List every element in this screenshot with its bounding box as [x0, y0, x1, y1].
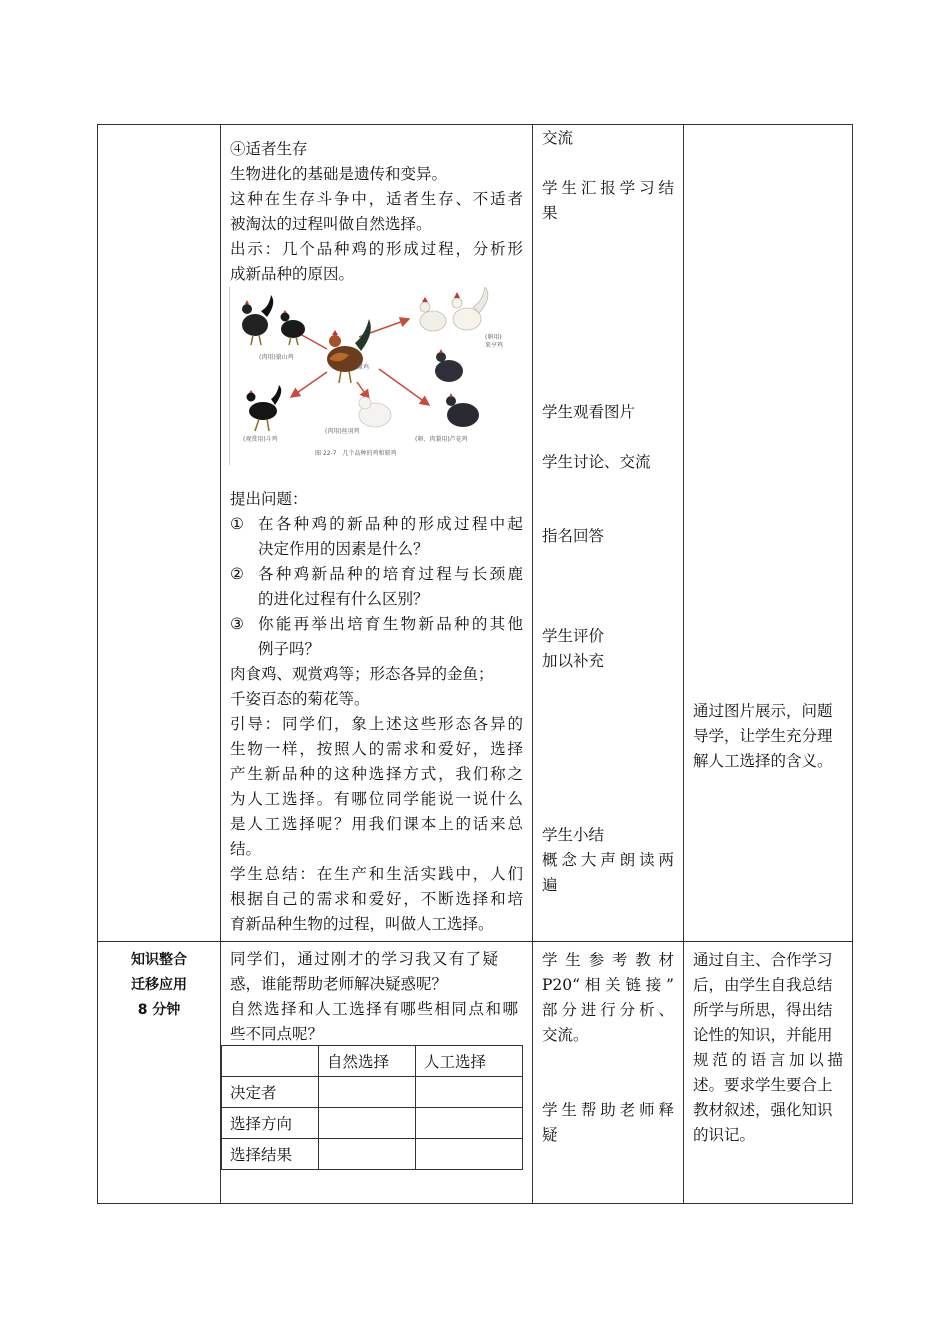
- student-activity-line: 学生小结: [542, 826, 605, 844]
- question-text: 各种鸡新品种的培育过程与长颈鹿: [258, 565, 523, 583]
- content-line: 同学们，通过刚才的学习我又有了疑: [230, 950, 498, 968]
- content-line: 引导：同学们，象上述这些形态各异的: [230, 715, 523, 733]
- stage-title: 知识整合: [131, 952, 187, 968]
- table-border-left: [97, 124, 98, 1204]
- figure-caption: 图 22-7 几个品种的鸡和原鸡: [315, 450, 397, 457]
- student-activity-line: 学生观看图片: [542, 403, 636, 421]
- student-activity-line: 疑: [542, 1126, 558, 1144]
- content-line: 这种在生存斗争中，适者生存、不适者: [230, 190, 523, 208]
- design-intent-line: 所学与所思，得出结: [693, 1001, 833, 1019]
- content-line: 根据自己的需求和爱好，不断选择和培: [230, 890, 523, 908]
- content-line: 产生新品种的这种选择方式，我们称之: [230, 765, 523, 783]
- content-line: 育新品种生物的过程，叫做人工选择。: [230, 915, 494, 933]
- table-cell: [319, 1108, 416, 1139]
- student-activity-line: 学生参考教材: [542, 951, 674, 969]
- table-cell: [319, 1077, 416, 1108]
- table-header-cell: 人工选择: [416, 1046, 523, 1077]
- content-line: 生物进化的基础是遗传和变异。: [230, 165, 448, 183]
- chicken-breeds-figure: [229, 287, 507, 467]
- content-line: 结。: [230, 840, 262, 858]
- table-border-top: [97, 124, 853, 125]
- student-activity-line: 加以补充: [542, 652, 605, 670]
- question-number: ③: [230, 615, 244, 633]
- content-line: 生物一样，按照人的需求和爱好，选择: [230, 740, 523, 758]
- table-row: [222, 1077, 523, 1108]
- student-activity-line: 概念大声朗读两: [542, 851, 674, 869]
- red-junglefowl-icon: [327, 319, 371, 383]
- question-number: ②: [230, 565, 244, 583]
- design-intent-line: 的识记。: [693, 1126, 756, 1144]
- student-activity-line: 学生讨论、交流: [542, 453, 651, 471]
- game-fowl-icon: [247, 385, 282, 431]
- question-number: ①: [230, 515, 244, 533]
- design-intent-line: 后，由学生自我总结: [693, 976, 833, 994]
- table-cell: [319, 1139, 416, 1170]
- student-activity-line: 交流。: [542, 1026, 589, 1044]
- student-activity-line: 学生帮助老师释: [542, 1101, 674, 1119]
- content-line: 提出问题：: [230, 490, 308, 508]
- table-row: [222, 1139, 523, 1170]
- content-line: 自然选择和人工选择有哪些相同点和哪: [230, 1000, 518, 1018]
- content-line: 千姿百态的菊花等。: [230, 690, 370, 708]
- design-intent-line: 规范的语言加以描: [693, 1051, 843, 1069]
- silkie-chicken-icon: [359, 397, 391, 427]
- langshan-chicken-icon: [242, 295, 305, 345]
- column-divider: [532, 124, 533, 1204]
- question-text: 在各种鸡的新品种的形成过程中起: [258, 515, 523, 533]
- design-intent-line: 论性的知识，并能用: [693, 1026, 833, 1044]
- breeding-arrow: [291, 372, 327, 397]
- figure-label: (卵、肉兼用)芦花鸡: [415, 436, 468, 443]
- figure-label: (卵用): [485, 334, 502, 341]
- table-cell: 选择方向: [222, 1108, 319, 1139]
- breeding-arrow: [357, 382, 369, 399]
- design-intent-line: 导学，让学生充分理: [693, 727, 833, 745]
- content-line: 成新品种的原因。: [230, 265, 355, 283]
- stage-duration: 8 分钟: [137, 1002, 181, 1018]
- content-line: 出示：几个品种鸡的形成过程，分析形: [230, 240, 523, 258]
- student-activity-line: 果: [542, 204, 558, 222]
- stage-title: 迁移应用: [131, 977, 187, 993]
- figure-label: 原鸡: [357, 364, 370, 371]
- student-activity-line: P20“相关链接”: [542, 976, 674, 994]
- content-line: 肉食鸡、观赏鸡等；形态各异的金鱼；: [230, 665, 494, 683]
- chicken-breeds-diagram: [229, 287, 507, 467]
- table-cell: [416, 1139, 523, 1170]
- design-intent-line: 通过图片展示，问题: [693, 702, 833, 720]
- content-line: 些不同点呢？: [230, 1025, 324, 1043]
- leghorn-chicken-icon: [420, 287, 488, 331]
- student-activity-line: 部分进行分析、: [542, 1001, 674, 1019]
- content-line: 例子吗？: [258, 640, 321, 658]
- student-activity-line: 指名回答: [542, 527, 605, 545]
- content-line: 决定作用的因素是什么？: [258, 540, 429, 558]
- table-row: [222, 1108, 523, 1139]
- content-line: 惑，谁能帮助老师解决疑惑呢？: [230, 975, 448, 993]
- content-line: 被淘汰的过程叫做自然选择。: [230, 215, 432, 233]
- figure-label: (肉用)丝羽鸡: [325, 428, 360, 435]
- table-cell: 决定者: [222, 1077, 319, 1108]
- column-divider: [220, 124, 221, 1204]
- figure-label: 来亨鸡: [485, 342, 504, 349]
- student-activity-line: 学生评价: [542, 627, 605, 645]
- table-cell: [416, 1108, 523, 1139]
- table-header-cell: 自然选择: [319, 1046, 416, 1077]
- table-header-cell: [222, 1046, 319, 1077]
- design-intent-line: 解人工选择的含义。: [693, 752, 833, 770]
- content-line: 是人工选择呢？用我们课本上的话来总: [230, 815, 523, 833]
- table-border-bottom: [97, 1203, 853, 1204]
- table-header-row: [222, 1046, 523, 1077]
- table-border-right: [852, 124, 853, 1204]
- row-divider: [97, 941, 853, 942]
- student-activity-line: 学生汇报学习结: [542, 179, 674, 197]
- breeding-arrow: [379, 369, 429, 405]
- table-cell: 选择结果: [222, 1139, 319, 1170]
- figure-label: (肉用)狼山鸡: [259, 354, 294, 361]
- comparison-table: [221, 1045, 523, 1170]
- design-intent-line: 教材叙述，强化知识: [693, 1101, 833, 1119]
- barred-rock-chicken-icon: [435, 349, 479, 427]
- design-intent-line: 述。要求学生要合上: [693, 1076, 833, 1094]
- content-line: 学生总结：在生产和生活实践中，人们: [230, 865, 523, 883]
- student-activity-line: 遍: [542, 876, 558, 894]
- column-divider: [683, 124, 684, 1204]
- student-activity-line: 交流: [542, 129, 574, 147]
- content-line: 的进化过程有什么区别？: [258, 590, 429, 608]
- table-cell: [416, 1077, 523, 1108]
- design-intent-line: 通过自主、合作学习: [693, 951, 833, 969]
- figure-label: (观赏用)斗鸡: [243, 436, 278, 443]
- content-line: 为人工选择。有哪位同学能说一说什么: [230, 790, 523, 808]
- question-text: 你能再举出培育生物新品种的其他: [258, 615, 523, 633]
- content-line: ④适者生存: [230, 140, 308, 158]
